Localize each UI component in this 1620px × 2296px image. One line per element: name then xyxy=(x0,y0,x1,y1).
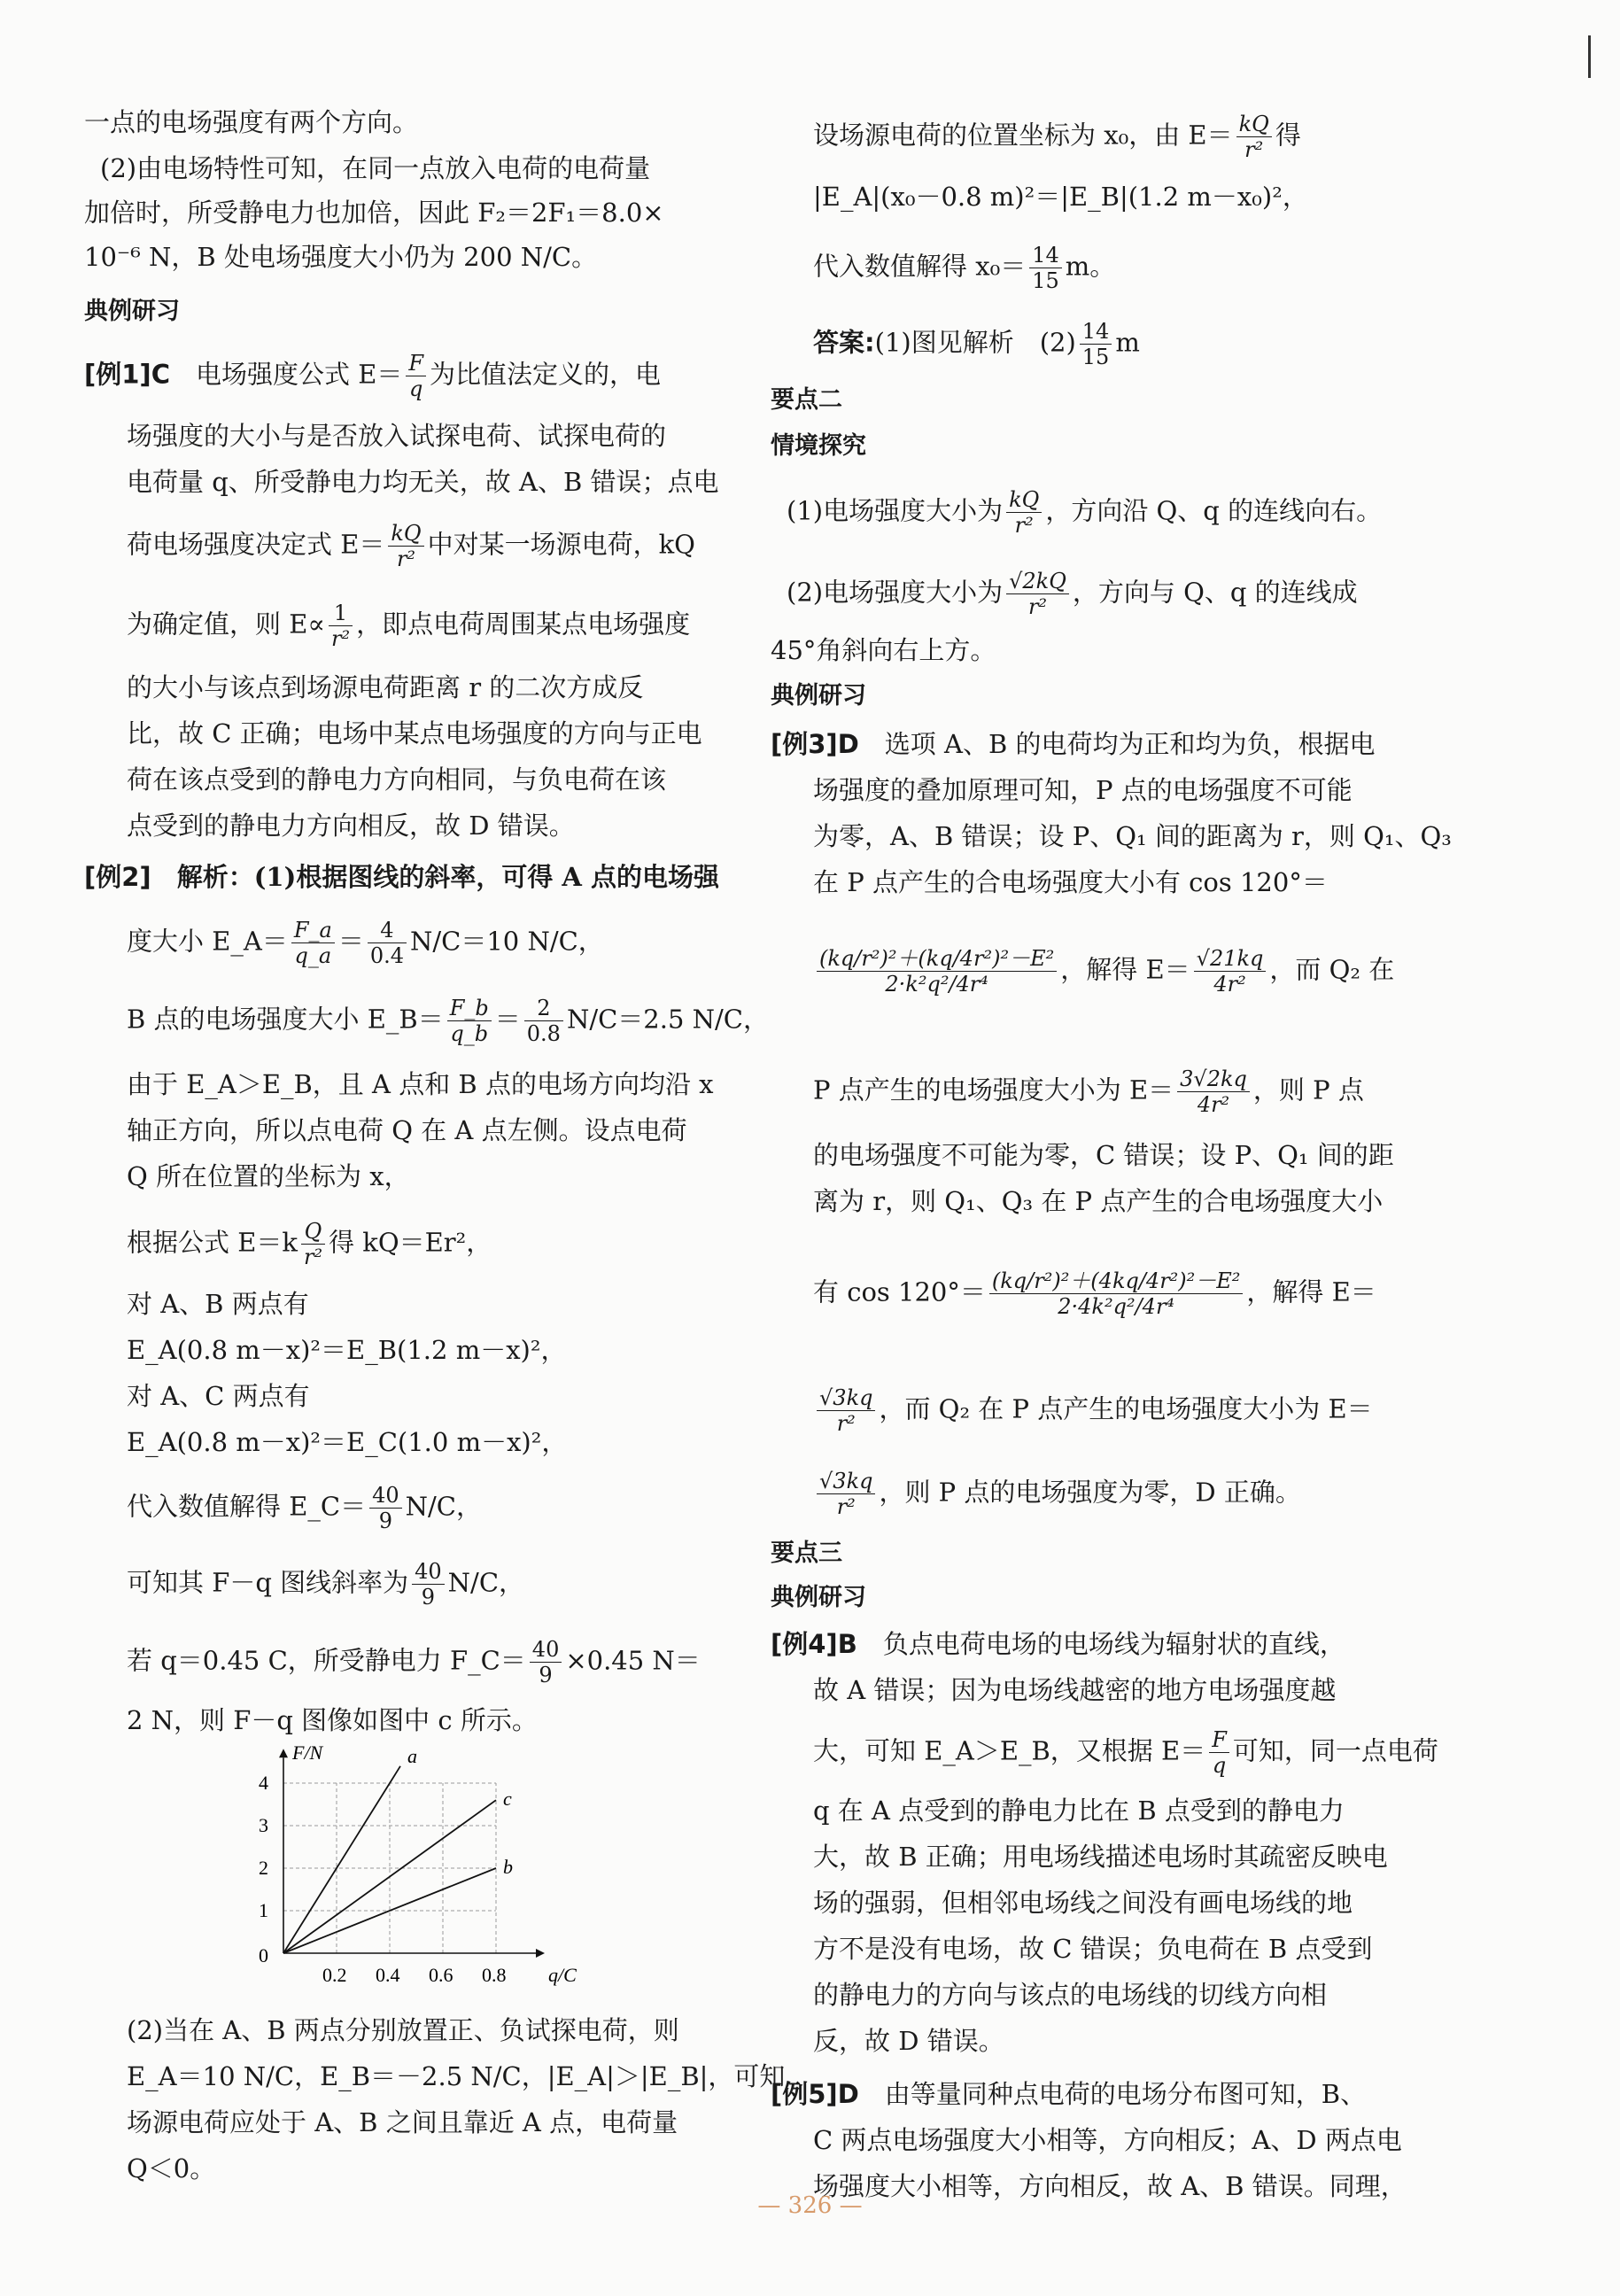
fraction: $\frac{F\_a}{q\_a}$ xyxy=(291,919,335,966)
section-heading: 典例研习 xyxy=(771,1584,866,1611)
text-line: 故 A 错误；因为电场线越密的地方电场强度越 xyxy=(813,1675,1337,1705)
text-line: E_A(0.8 m－x)²＝E_C(1.0 m－x)²， xyxy=(127,1427,568,1457)
fraction: $\frac{F}{q}$ xyxy=(406,353,426,399)
fraction: $\frac{14}{15}$ xyxy=(1029,244,1062,291)
text-line: 对 A、C 两点有 xyxy=(127,1381,310,1411)
series-label-b: b xyxy=(503,1856,513,1878)
text-line: 场强度的叠加原理可知，P 点的电场强度不可能 xyxy=(813,775,1353,805)
text-line: P 点产生的电场强度大小为 E＝ $\frac{3√2kq}{\text{4r²}}$ ，则 P 点 xyxy=(813,1067,1364,1117)
fraction: $\frac{kQ}{\text{r²}}$ xyxy=(1006,489,1042,536)
y-axis-arrow xyxy=(279,1749,288,1757)
text-line: 反，故 D 错误。 xyxy=(813,2026,1004,2056)
fraction: $\frac{F}{q}$ xyxy=(1209,1729,1229,1776)
text-line: 为零，A、B 错误；设 P、Q₁ 间的距离为 r，则 Q₁、Q₃ xyxy=(813,821,1452,851)
fraction: $\frac{40}{9}$ xyxy=(369,1485,402,1532)
text: 为比值法定义的，电 xyxy=(430,359,662,390)
f-q-chart xyxy=(239,1741,577,2002)
text-line: 一点的电场强度有两个方向。 xyxy=(84,107,419,137)
fraction: $\frac{3√2kq}{\text{4r²}}$ xyxy=(1177,1068,1250,1115)
example-answer: C xyxy=(151,359,170,390)
x-tick-label: 0.4 xyxy=(376,1964,400,1986)
example-tag: [例2] xyxy=(84,862,151,892)
fraction: $\frac{√21kq}{\text{4r²}}$ xyxy=(1194,948,1267,995)
example-4-line: [例4]B 负点电荷电场的电场线为辐射状的直线， xyxy=(771,1629,1345,1659)
section-heading: 要点三 xyxy=(771,1540,842,1567)
example-1-line xyxy=(84,353,661,399)
text-line: 大，可知 E_A＞E_B，又根据 E＝ $\frac{F}{q}$ 可知，同一点电荷 xyxy=(813,1727,1438,1778)
text-line: 场源电荷应处于 A、B 之间且靠近 A 点，电荷量 xyxy=(127,2107,678,2137)
text-line: (2)电场强度大小为 $\frac{√2kQ}{\text{r²}}$ ，方向与 Q、q 的连线成 xyxy=(787,569,1358,619)
text-line: 的大小与该点到场源电荷距离 r 的二次方成反 xyxy=(127,672,644,702)
example-tag: [例1] xyxy=(84,359,151,390)
text-line: 场强度的大小与是否放入试探电荷、试探电荷的 xyxy=(127,421,667,451)
text-line: 的电场强度不可能为零，C 错误；设 P、Q₁ 间的距 xyxy=(813,1140,1394,1170)
x-tick-label: 0.6 xyxy=(429,1964,453,1986)
text-line: E_A(0.8 m－x)²＝E_B(1.2 m－x)²， xyxy=(127,1335,567,1365)
text-line: q 在 A 点受到的静电力比在 B 点受到的静电力 xyxy=(813,1796,1345,1826)
example-2-line: [例2] 解析：(1)根据图线的斜率，可得 A 点的电场强 xyxy=(84,862,720,892)
text-line: 场的强弱，但相邻电场线之间没有画电场线的地 xyxy=(813,1888,1353,1918)
text-line: 在 P 点产生的合电场强度大小有 cos 120°＝ xyxy=(813,867,1328,897)
fraction: $\frac{kQ}{\text{r²}}$ xyxy=(388,523,423,570)
text-line: C 两点电场强度大小相等，方向相反；A、D 两点电 xyxy=(813,2125,1402,2155)
text-line: 比，故 C 正确；电场中某点电场强度的方向与正电 xyxy=(127,718,702,749)
fraction: $\frac{\text{(kq/r²)²＋(kq/4r²)²－E²}}{\text{2·k²q²/4r⁴}}$ xyxy=(817,948,1057,995)
text-line: 45°角斜向右上方。 xyxy=(771,635,996,665)
page-number: — 326 — xyxy=(757,2192,863,2219)
fraction: $\frac{40}{9}$ xyxy=(530,1639,562,1686)
text-line: 大，故 B 正确；用电场线描述电场时其疏密反映电 xyxy=(813,1842,1388,1872)
text-line: 方不是没有电场，故 C 错误；负电荷在 B 点受到 xyxy=(813,1934,1373,1964)
fraction: $\frac{√3kq}{\text{r²}}$ xyxy=(817,1387,875,1434)
x-tick-label: 0.8 xyxy=(482,1964,507,1986)
fraction: $\frac{40}{9}$ xyxy=(412,1561,445,1608)
right-column xyxy=(771,0,1452,2268)
text-line: 根据公式 E＝k $\frac{Q}{\text{r²}}$ 得 kQ＝Er²， xyxy=(127,1219,492,1269)
text-line: E_A＝10 N/C，E_B＝－2.5 N/C，|E_A|＞|E_B|，可知 xyxy=(127,2061,786,2091)
text-line: B 点的电场强度大小 E_B＝ $\frac{F\_b}{q\_b}$ ＝ $\frac{2}{0.8}$ N/C＝2.5 N/C， xyxy=(127,996,769,1046)
text-line: 代入数值解得 x₀＝ $\frac{14}{15}$ m。 xyxy=(813,243,1116,293)
origin-label: 0 xyxy=(259,1944,268,1966)
text-line: 点受到的静电力方向相反，故 D 错误。 xyxy=(127,811,575,841)
fraction: $\frac{√3kq}{\text{r²}}$ xyxy=(817,1470,875,1517)
fraction: $\frac{kQ}{\text{r²}}$ xyxy=(1236,113,1272,160)
section-heading: 典例研习 xyxy=(771,682,866,710)
y-tick-label: 2 xyxy=(259,1857,268,1879)
text-line: 代入数值解得 E_C＝ $\frac{40}{9}$ N/C， xyxy=(127,1483,482,1533)
text-line: $\frac{√3kq}{\text{r²}}$ ，则 P 点的电场强度为零，D 正确。 xyxy=(813,1470,1301,1517)
x-axis-label: q/C xyxy=(548,1964,577,1986)
text-line: 的静电力的方向与该点的电场线的切线方向相 xyxy=(813,1980,1328,2010)
text-line: 电荷量 q、所受静电力均无关，故 A、B 错误；点电 xyxy=(127,467,719,497)
series-line-a xyxy=(283,1766,400,1953)
text-line: 度大小 E_A＝ $\frac{F\_a}{q\_a}$ ＝ $\frac{4}{0.4}$ N/C＝10 N/C， xyxy=(127,918,604,968)
page-edge-mark xyxy=(1588,35,1591,78)
fraction: $\frac{√2kQ}{\text{r²}}$ xyxy=(1006,570,1069,617)
text-line: 离为 r，则 Q₁、Q₃ 在 P 点产生的合电场强度大小 xyxy=(813,1186,1384,1216)
text-line: Q＜0。 xyxy=(127,2153,216,2184)
example-3-line: [例3]D 选项 A、B 的电荷均为正和均为负，根据电 xyxy=(771,729,1376,759)
text-line: Q 所在位置的坐标为 x， xyxy=(127,1161,410,1191)
text-line: $\frac{√3kq}{\text{r²}}$ ，而 Q₂ 在 P 点产生的电场强度大小为 E＝ xyxy=(813,1387,1373,1434)
text-line: (1)电场强度大小为 $\frac{kQ}{\text{r²}}$ ，方向沿 Q、q 的连线向右。 xyxy=(787,487,1383,538)
text-line: 对 A、B 两点有 xyxy=(127,1289,309,1319)
y-tick-label: 1 xyxy=(259,1899,268,1921)
text-line: |E_A|(x₀－0.8 m)²＝|E_B|(1.2 m－x₀)²， xyxy=(813,182,1308,212)
text-line: 由于 E_A＞E_B，且 A 点和 B 点的电场方向均沿 x xyxy=(127,1069,714,1099)
text-line: 10⁻⁶ N，B 处电场强度大小仍为 200 N/C。 xyxy=(84,242,598,272)
section-heading: 情境探究 xyxy=(771,432,866,460)
text-line: 有 cos 120°＝ $\frac{\text{(kq/r²)²＋(4kq/4r²)²－E²}}{\text{2·4k²q²/4r⁴}}$ ，解得 E＝ xyxy=(813,1268,1376,1319)
y-tick-label: 3 xyxy=(259,1814,268,1836)
text-line: 为确定值，则 E∝ $\frac{1}{\text{r²}}$ ，即点电荷周围某点电场强度 xyxy=(127,601,691,651)
series-line-c xyxy=(283,1800,496,1953)
y-axis-label: F/N xyxy=(292,1741,323,1765)
fraction: $\frac{14}{15}$ xyxy=(1080,321,1112,368)
fraction: $\frac{Q}{\text{r²}}$ xyxy=(301,1221,325,1268)
text-line: 荷在该点受到的静电力方向相同，与负电荷在该 xyxy=(127,764,667,795)
text-line: (2)由电场特性可知，在同一点放入电荷的电荷量 xyxy=(100,153,651,183)
text-line: 2 N，则 F－q 图像如图中 c 所示。 xyxy=(127,1705,538,1735)
answer-line: 答案:(1)图见解析 (2) $\frac{14}{15}$ m xyxy=(813,319,1140,369)
text-line: $\frac{\text{(kq/r²)²＋(kq/4r²)²－E²}}{\text{2·k²q²/4r⁴}}$ ，解得 E＝ $\frac{√21kq}{\text{4r²}}$ ，而 Q₂ 在 xyxy=(813,948,1394,995)
fraction: $\frac{4}{0.4}$ xyxy=(368,919,407,966)
section-heading: 要点二 xyxy=(771,386,842,414)
series-label-c: c xyxy=(503,1788,512,1811)
text-line: 可知其 F－q 图线斜率为 $\frac{40}{9}$ N/C， xyxy=(127,1559,525,1610)
text-line: 加倍时，所受静电力也加倍，因此 F₂＝2F₁＝8.0× xyxy=(84,198,664,228)
text: 电场强度公式 E＝ xyxy=(196,359,403,390)
x-tick-label: 0.2 xyxy=(322,1964,347,1986)
y-tick-label: 4 xyxy=(259,1772,268,1794)
fraction: $\frac{2}{0.8}$ xyxy=(524,997,563,1044)
text-line: 设场源电荷的位置坐标为 x₀，由 E＝ $\frac{kQ}{\text{r²}}$ 得 xyxy=(813,112,1301,162)
fraction: $\frac{1}{\text{r²}}$ xyxy=(329,602,353,649)
text-line: 若 q＝0.45 C，所受静电力 F_C＝ $\frac{40}{9}$ ×0.45 N＝ xyxy=(127,1637,701,1687)
text-line: 荷电场强度决定式 E＝ $\frac{kQ}{\text{r²}}$ 中对某一场源电荷，kQ xyxy=(127,521,695,571)
text-line: (2)当在 A、B 两点分别放置正、负试探电荷，则 xyxy=(127,2015,679,2045)
fraction: $\frac{\text{(kq/r²)²＋(4kq/4r²)²－E²}}{\text{2·4k²q²/4r⁴}}$ xyxy=(989,1270,1244,1317)
series-label-a: a xyxy=(407,1744,417,1767)
example-5-line: [例5]D 由等量同种点电荷的电场分布图可知，B、 xyxy=(771,2079,1367,2109)
fraction: $\frac{F\_b}{q\_b}$ xyxy=(447,997,492,1044)
text-line: 场强度大小相等，方向相反，故 A、B 错误。同理， xyxy=(813,2171,1407,2201)
text-line: 轴正方向，所以点电荷 Q 在 A 点左侧。设点电荷 xyxy=(127,1115,687,1145)
section-heading: 典例研习 xyxy=(84,298,180,325)
